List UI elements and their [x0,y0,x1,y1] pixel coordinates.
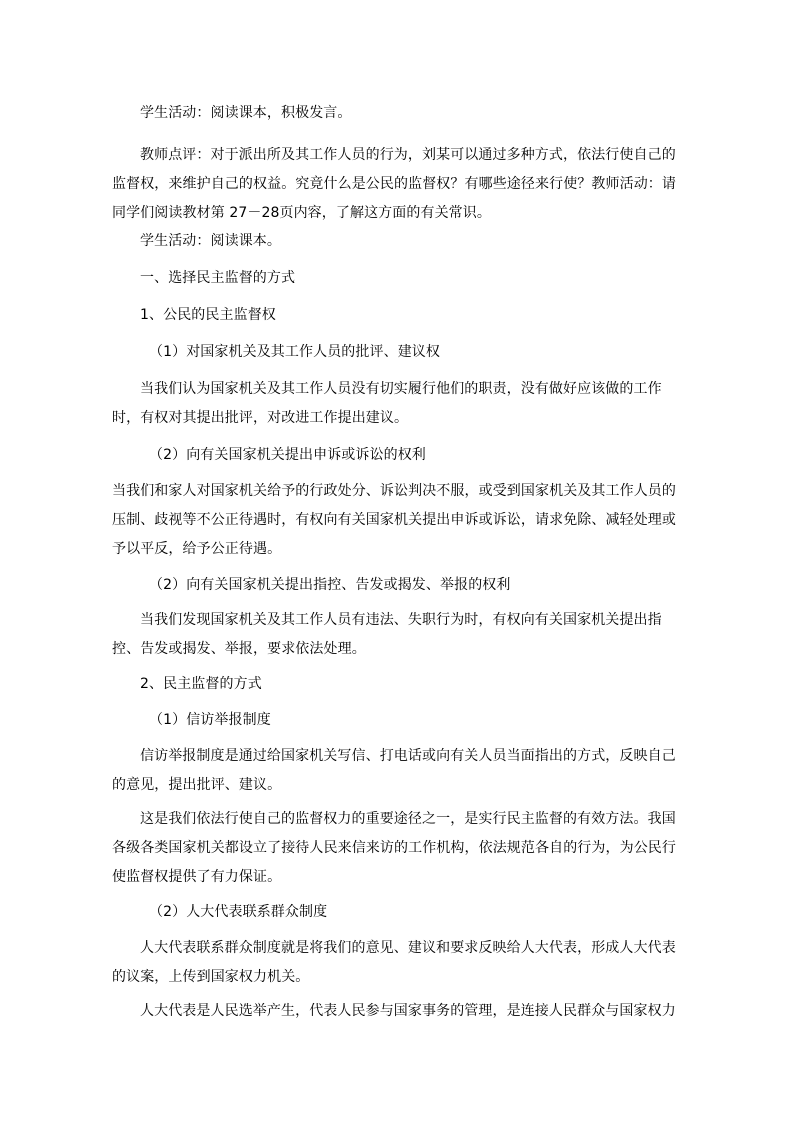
heading-subsection-2: 2、民主监督的方式 [140,676,262,692]
paragraph-teacher-comment: 教师点评：对于派出所及其工作人员的行为，刘某可以通过多种方式，依法行使自己的监督权，来维护自己的权益。究竟什么是公民的监督权？有哪些途径来行使？教师活动：请同学们阅读教材第 27－28页内容，了解这方面的有关常识。 [112,147,676,221]
heading-item-2-1: （1）信访举报制度 [149,712,271,728]
paragraph-npc-deputies: 人大代表是人民选举产生，代表人民参与国家事务的管理，是连接人民群众与国家权力 [140,1003,676,1019]
heading-item-1-2: （2）向有关国家机关提出申诉或诉讼的权利 [149,447,426,463]
paragraph-petition-system: 信访举报制度是通过给国家机关写信、打电话或向有关人员当面指出的方式，反映自己的意见，提出批评、建议。 [112,748,676,793]
paragraph-npc-contact: 人大代表联系群众制度就是将我们的意见、建议和要求反映给人大代表，形成人大代表的议案，上传到国家权力机关。 [112,940,676,985]
paragraph-petition-importance: 这是我们依法行使自己的监督权力的重要途径之一，是实行民主监督的有效方法。我国各级各类国家机关都设立了接待人民来信来访的工作机构，依法规范各自的行为，为公民行使监督权提供了有力保证。 [112,811,676,885]
paragraph-criticism-right: 当我们认为国家机关及其工作人员没有切实履行他们的职责，没有做好应该做的工作时，有权对其提出批评，对改进工作提出建议。 [112,381,662,426]
heading-item-1-1: （1）对国家机关及其工作人员的批评、建议权 [149,344,441,360]
paragraph-accusation-right: 当我们发现国家机关及其工作人员有违法、失职行为时，有权向有关国家机关提出指控、告发或揭发、举报，要求依法处理。 [112,612,662,657]
heading-subsection-1: 1、公民的民主监督权 [140,307,276,323]
heading-section-1: 一、选择民主监督的方式 [140,270,296,286]
heading-item-2-2: （2）人大代表联系群众制度 [149,904,328,920]
paragraph-student-activity-2: 学生活动：阅读课本。 [140,233,281,249]
paragraph-student-activity-1: 学生活动：阅读课本，积极发言。 [140,105,352,121]
paragraph-appeal-right: 当我们和家人对国家机关给予的行政处分、诉讼判决不服，或受到国家机关及其工作人员的压制、歧视等不公正待遇时，有权向有关国家机关提出申诉或诉讼，请求免除、减轻处理或予以平反，给予公正待遇。 [112,483,676,557]
heading-item-1-3: （2）向有关国家机关提出指控、告发或揭发、举报的权利 [149,577,511,593]
